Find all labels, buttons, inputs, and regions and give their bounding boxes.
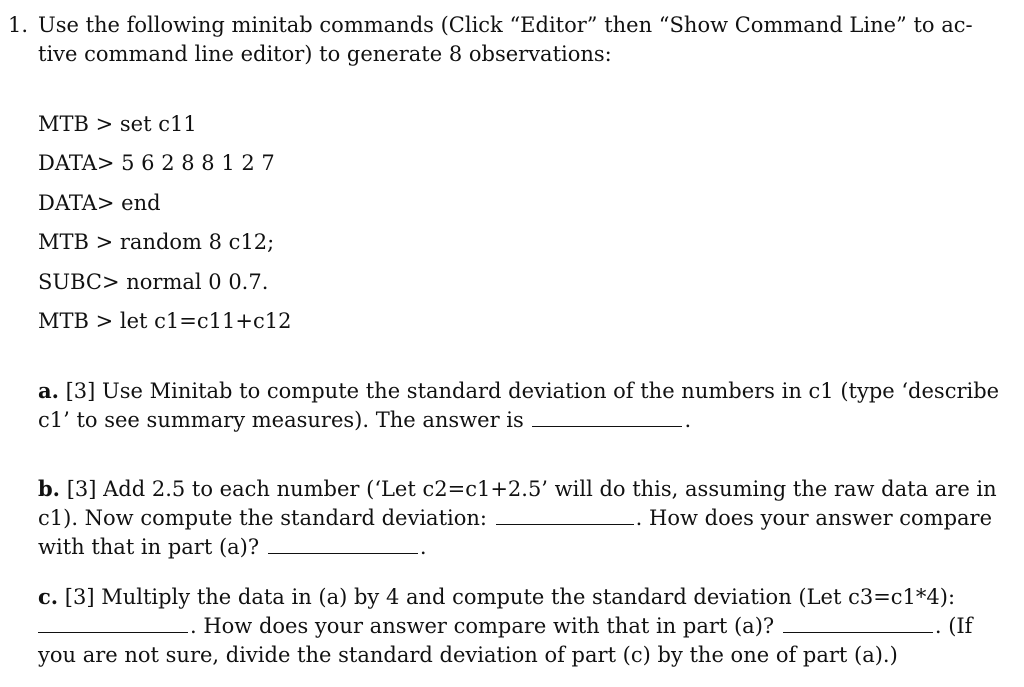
part-b-line-3 <box>38 533 997 562</box>
command-line: DATA> 5 6 2 8 8 1 2 7 <box>38 151 275 175</box>
part-b-line-1 <box>38 474 997 504</box>
part-a-text-1: [3] Use Minitab to compute the standard deviation of the numbers in c1 (type ‘describe <box>65 379 1000 403</box>
answer-blank-c1[interactable] <box>38 614 188 633</box>
part-a-line-2 <box>38 406 999 435</box>
part-b-text-1: [3] Add 2.5 to each number (‘Let c2=c1+2.5’ will do this, assuming the raw data are in <box>66 477 997 501</box>
part-b-period: . <box>419 535 427 559</box>
part-c-text-2: . How does your answer compare with that in part (a)? <box>190 614 775 638</box>
part-a <box>38 376 999 435</box>
command-line: DATA> end <box>38 191 161 215</box>
part-c <box>38 582 972 670</box>
part-c-text-2b: . (If <box>934 614 973 638</box>
part-a-label: a. <box>38 378 59 403</box>
command-line: MTB > set c11 <box>38 112 197 136</box>
command-line: SUBC> normal 0 0.7. <box>38 270 269 294</box>
command-line: MTB > random 8 c12; <box>38 230 275 254</box>
answer-blank-c2[interactable] <box>783 614 933 633</box>
question-intro <box>38 11 973 69</box>
part-c-label: c. <box>38 584 59 609</box>
part-a-text-2: c1’ to see summary measures). The answer is <box>38 408 524 432</box>
answer-blank-b1[interactable] <box>496 506 634 525</box>
part-c-line-2 <box>38 612 972 641</box>
question-number: 1. <box>8 13 29 37</box>
intro-line-1: Use the following minitab commands (Click “Editor” then “Show Command Line” to ac- <box>38 13 973 37</box>
part-b-text-3: with that in part (a)? <box>38 535 260 559</box>
part-b <box>38 474 997 562</box>
answer-blank-b2[interactable] <box>268 535 418 554</box>
part-c-text-1: [3] Multiply the data in (a) by 4 and compute the standard deviation (Let c3=c1*4): <box>64 585 956 609</box>
part-c-line-1 <box>38 582 972 612</box>
part-b-text-2b: . How does your answer compare <box>635 506 993 530</box>
part-a-line-1 <box>38 376 999 406</box>
part-c-line-3: you are not sure, divide the standard deviation of part (c) by the one of part (a).) <box>38 643 898 667</box>
part-b-label: b. <box>38 476 60 501</box>
intro-line-2: tive command line editor) to generate 8 observations: <box>38 42 612 66</box>
answer-blank-a[interactable] <box>532 408 682 427</box>
part-b-line-2 <box>38 504 997 533</box>
command-line: MTB > let c1=c11+c12 <box>38 309 292 333</box>
part-b-text-2: c1). Now compute the standard deviation: <box>38 506 487 530</box>
part-a-period: . <box>684 408 692 432</box>
